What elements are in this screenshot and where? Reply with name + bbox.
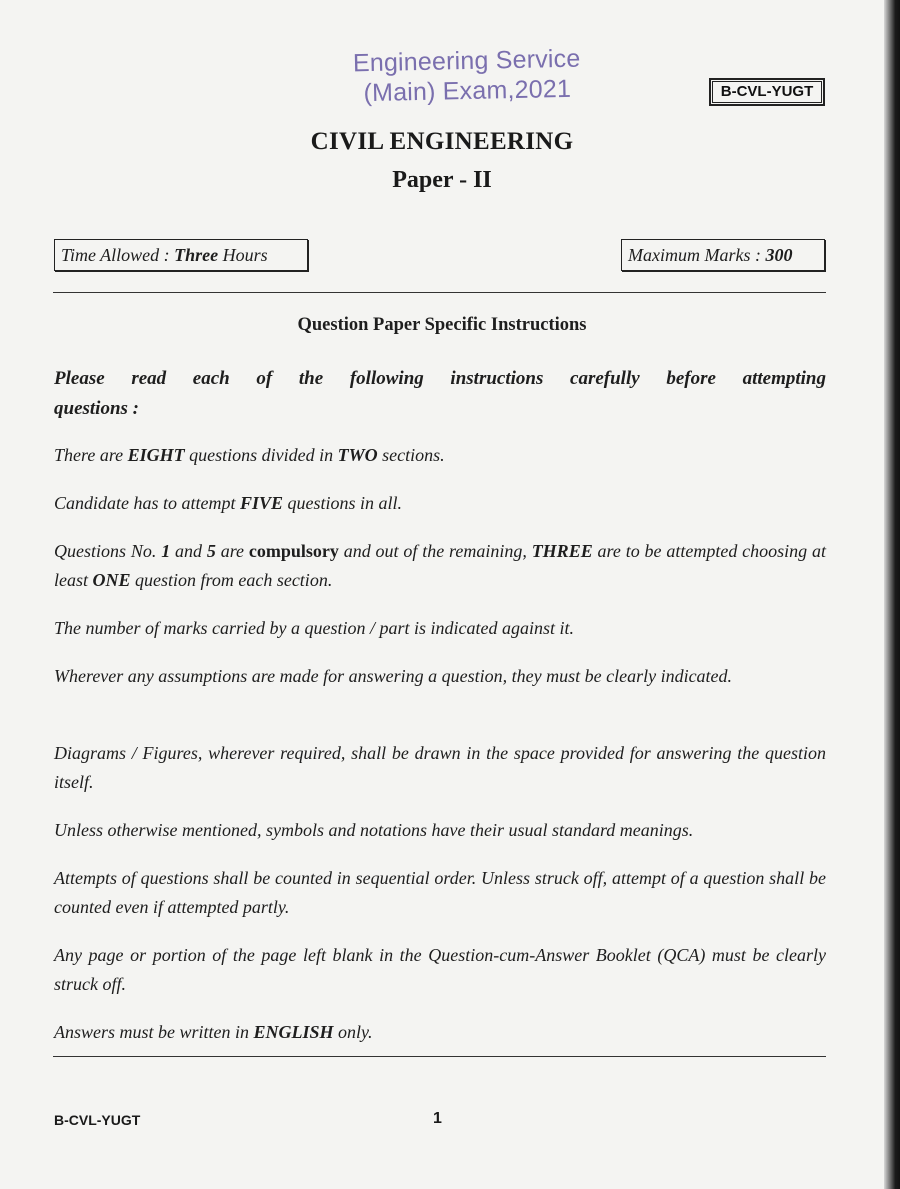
stamp-line-2: (Main) Exam,2021 [363,74,572,108]
instruction-3 [54,537,826,595]
exam-stamp [341,43,592,108]
bottom-divider [53,1056,826,1057]
instruction-3-bold-compulsory: compulsory [248,541,339,561]
instruction-6: Diagrams / Figures, wherever required, shall be drawn in the space provided for answering the question itself. [54,743,826,792]
lead-instruction [54,364,826,424]
maximum-marks-value: 300 [765,245,793,265]
instruction-3-text-e: are [215,541,249,561]
instruction-1 [54,441,826,470]
top-divider [53,292,826,293]
time-allowed-unit: Hours [218,245,268,265]
instruction-2-bold-five: FIVE [240,493,284,513]
instruction-9: Any page or portion of the page left blank in the Question-cum-Answer Booklet (QCA) must be clearly struck off. [54,945,826,994]
time-allowed-label: Time Allowed : [61,245,175,265]
scan-edge-shadow [884,0,900,1189]
instruction-3-text-g: and out of the remaining, [338,541,532,561]
instruction-5: Wherever any assumptions are made for answering a question, they must be clearly indicated. [54,666,733,686]
instruction-2 [54,489,826,518]
lead-line-2: questions : [54,398,139,419]
instruction-3-text-c: and [170,541,207,561]
instruction-3-text-k: question from each section. [130,570,333,590]
instruction-1-bold-two: TWO [337,445,378,465]
instruction-1-bold-eight: EIGHT [127,445,185,465]
instruction-7: Unless otherwise mentioned, symbols and notations have their usual standard meanings. [54,820,694,840]
maximum-marks-box [621,239,825,271]
instruction-3-text-i: are to be attempted choosing at least [54,541,827,590]
footer-paper-code: B-CVL-YUGT [54,1112,141,1128]
instruction-4: The number of marks carried by a question / part is indicated against it. [54,618,574,638]
instruction-3-bold-one: ONE [92,570,131,590]
time-allowed-box [54,239,308,271]
time-allowed-value: Three [174,245,219,265]
instruction-3-bold-5: 5 [206,541,216,561]
instruction-8: Attempts of questions shall be counted in sequential order. Unless struck off, attempt of a question shall be counted even if attempted partly. [54,868,826,917]
instruction-10-bold-english: ENGLISH [253,1022,334,1042]
instruction-3-bold-1: 1 [161,541,171,561]
lead-line-1: Please read each of the following instructions carefully before attempting [54,368,826,389]
instruction-3-bold-three: THREE [531,541,593,561]
page-number: 1 [433,1110,442,1127]
instruction-2-text-c: questions in all. [283,493,403,513]
maximum-marks-label: Maximum Marks : [628,245,766,265]
instruction-10-text-a: Answers must be written in [54,1022,254,1042]
subject-title: CIVIL ENGINEERING [310,128,574,155]
instruction-10-text-c: only. [333,1022,373,1042]
instruction-3-text-a: Questions No. [54,541,162,561]
instruction-1-text-c: questions divided in [184,445,338,465]
paper-code-box: B-CVL-YUGT [709,78,825,106]
stamp-line-1: Engineering Service [352,44,581,78]
paper-number: Paper - II [392,167,492,193]
instruction-2-text-a: Candidate has to attempt [54,493,240,513]
instruction-1-text-e: sections. [377,445,445,465]
instruction-10 [54,1018,826,1047]
instruction-1-text-a: There are [54,445,128,465]
instructions-heading: Question Paper Specific Instructions [297,315,587,335]
